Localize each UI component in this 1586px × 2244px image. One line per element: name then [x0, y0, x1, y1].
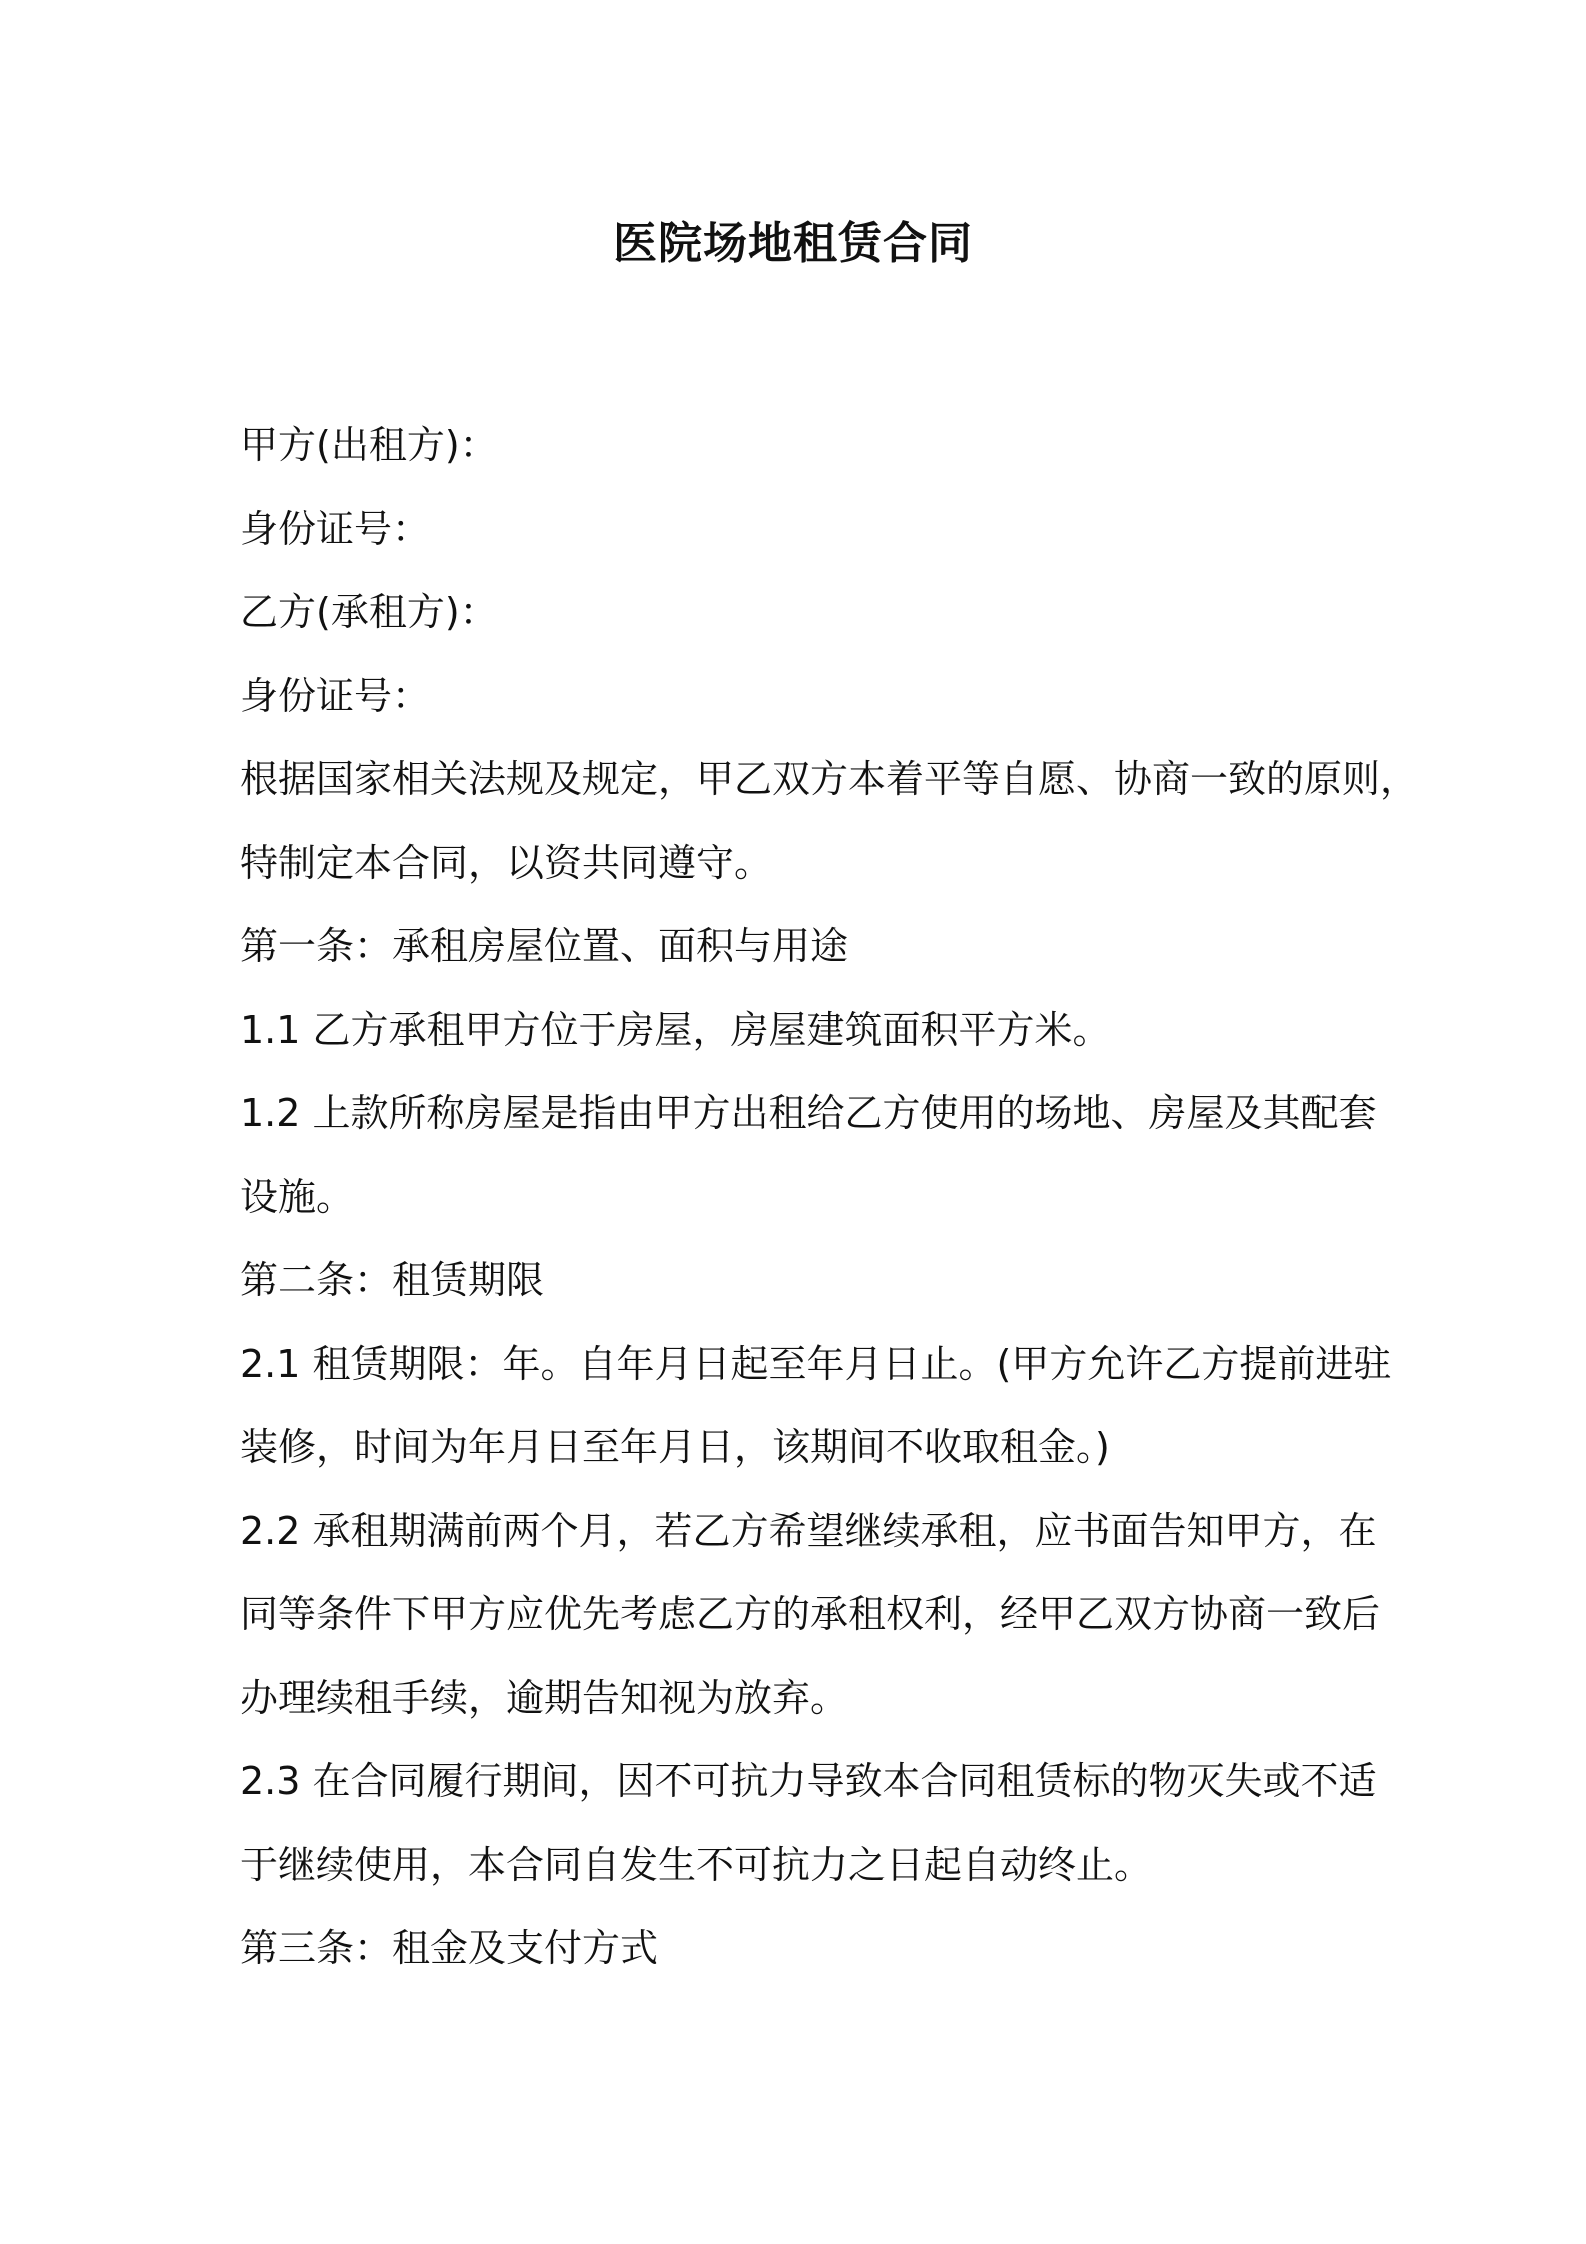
clause-line: 2.3 在合同履行期间，因不可抗力导致本合同租赁标的物灭失或不适 — [240, 1759, 1377, 1803]
preamble-line: 特制定本合同，以资共同遵守。 — [240, 840, 773, 885]
clause-line: 办理续租手续，逾期告知视为放弃。 — [240, 1675, 849, 1720]
clause-line: 1.2 上款所称房屋是指由甲方出租给乙方使用的场地、房屋及其配套 — [240, 1091, 1377, 1135]
article-heading: 第一条：承租房屋位置、面积与用途 — [240, 924, 849, 968]
preamble-line: 根据国家相关法规及规定，甲乙双方本着平等自愿、协商一致的原则， — [240, 757, 1419, 801]
clause-line: 1.1 乙方承租甲方位于房屋，房屋建筑面积平方米。 — [240, 1007, 1111, 1052]
clause-line: 设施。 — [240, 1174, 355, 1219]
party-b-line: 乙方(承租方)： — [240, 590, 498, 634]
party-a-line: 甲方(出租方)： — [240, 423, 498, 467]
document-body — [240, 404, 1419, 1991]
clause-line: 同等条件下甲方应优先考虑乙方的承租权利，经甲乙双方协商一致后 — [240, 1592, 1381, 1636]
clause-line: 于继续使用，本合同自发生不可抗力之日起自动终止。 — [240, 1842, 1153, 1887]
party-a-id-line: 身份证号： — [240, 506, 431, 551]
clause-line: 装修，时间为年月日至年月日，该期间不收取租金。) — [240, 1425, 1110, 1469]
document-title: 医院场地租赁合同 — [613, 218, 973, 269]
clause-line: 2.1 租赁期限：年。自年月日起至年月日止。(甲方允许乙方提前进驻 — [240, 1341, 1392, 1386]
party-b-id-line: 身份证号： — [240, 673, 431, 718]
article-heading: 第二条：租赁期限 — [240, 1258, 545, 1302]
clause-line: 2.2 承租期满前两个月，若乙方希望继续承租，应书面告知甲方，在 — [240, 1508, 1377, 1553]
article-heading: 第三条：租金及支付方式 — [240, 1926, 659, 1970]
